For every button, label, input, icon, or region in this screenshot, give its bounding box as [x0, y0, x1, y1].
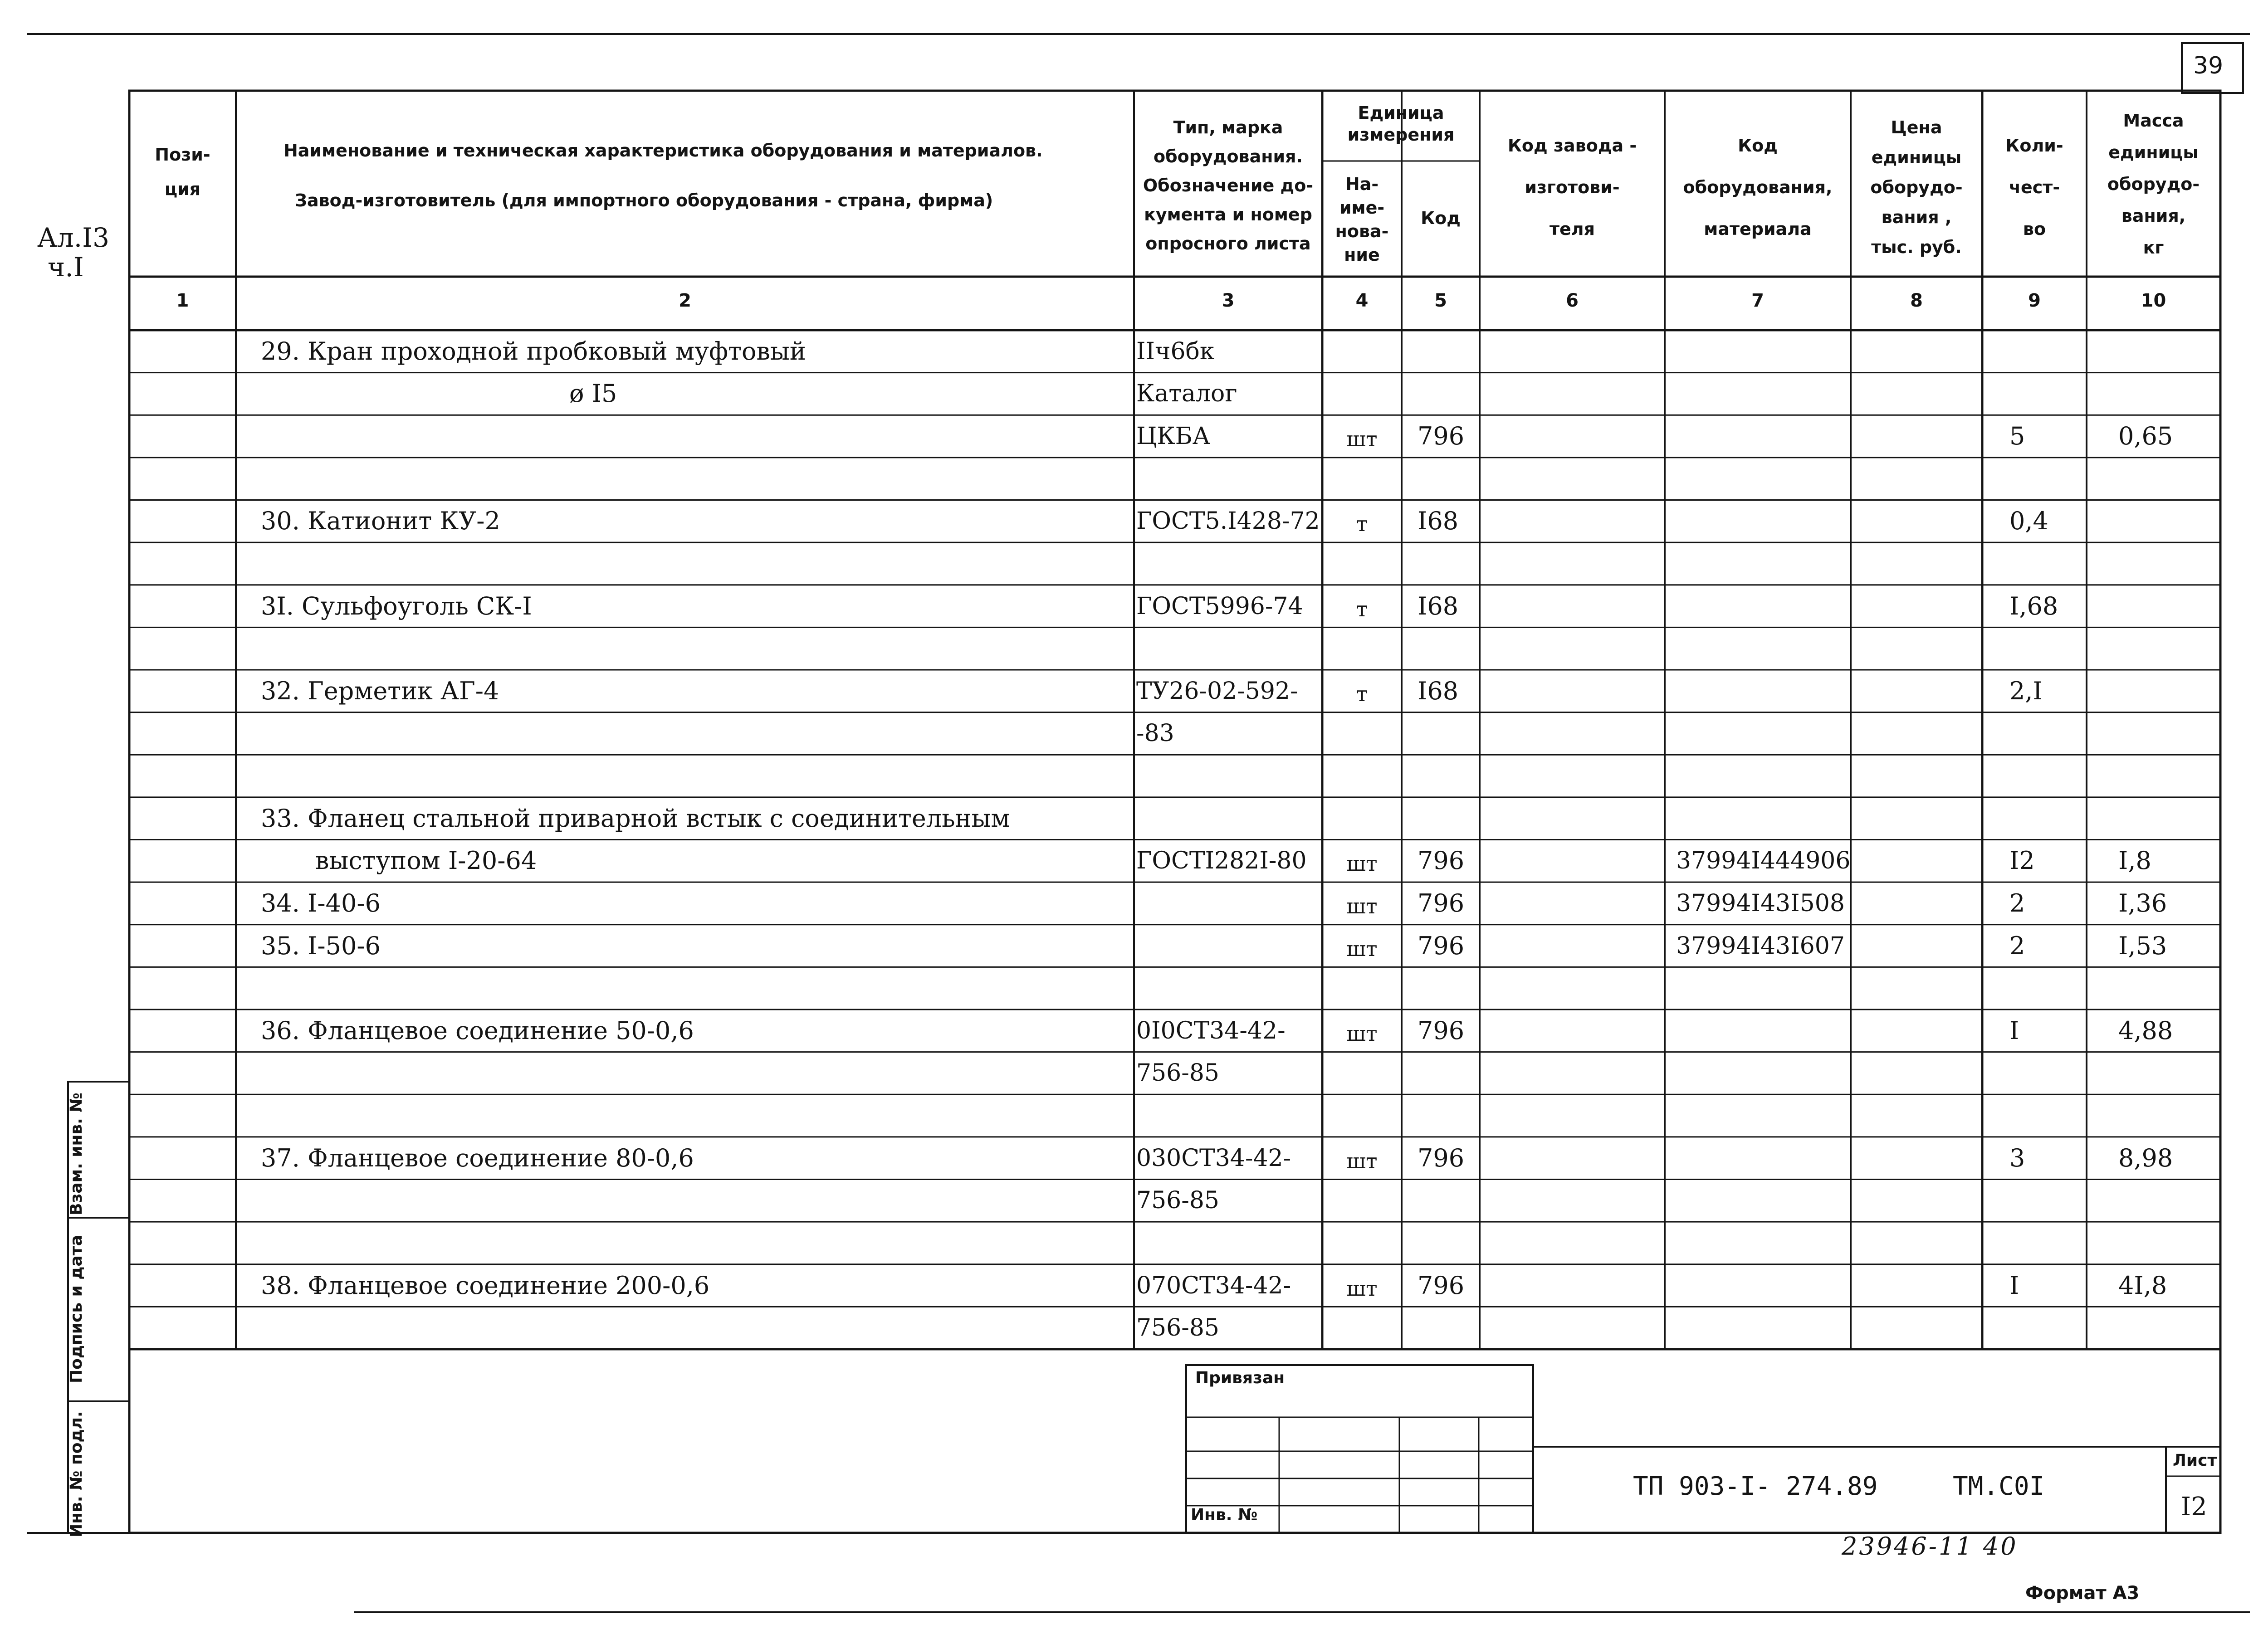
row-type: ТУ26-02-592- — [1136, 677, 1298, 705]
row-type: ГОСТ5.I428-72 — [1136, 507, 1320, 535]
row-unit: шт — [1346, 851, 1378, 876]
sheet-number: I2 — [2181, 1492, 2207, 1522]
row-code: I68 — [1418, 591, 1459, 620]
album-label-line2: ч.I — [48, 252, 84, 283]
header-text: теля — [1549, 219, 1595, 239]
row-name: 37. Фланцевое соединение 80-0,6 — [261, 1143, 694, 1172]
column-number: 4 — [1355, 290, 1369, 311]
header-text: Пози- — [155, 145, 210, 165]
header-text: нова- — [1335, 221, 1389, 241]
row-type: -83 — [1136, 720, 1174, 747]
row-type: ЦКБА — [1136, 423, 1211, 450]
column-number: 3 — [1222, 290, 1235, 311]
header-name-line2: Завод-изготовитель (для импортного оборудования - страна, фирма) — [295, 190, 993, 210]
row-quantity: 2 — [2009, 931, 2025, 960]
header-text: чест- — [2009, 177, 2060, 197]
row-type: 0I0СТ34-42- — [1136, 1017, 1286, 1044]
row-name: 36. Фланцевое соединение 50-0,6 — [261, 1016, 694, 1045]
row-mass: I,36 — [2118, 888, 2167, 917]
side-stamp-signature-date: Подпись и дата — [67, 1235, 86, 1383]
row-code: 796 — [1418, 1016, 1465, 1045]
row-mass: 0,65 — [2118, 422, 2173, 451]
row-type: IIч6бк — [1136, 337, 1215, 365]
column-number: 8 — [1910, 290, 1923, 311]
header-text: оборудо- — [2107, 174, 2200, 194]
header-text: тыс. руб. — [1871, 237, 1962, 257]
row-unit: шт — [1346, 1021, 1378, 1046]
header-name-line1: Наименование и техническая характеристика оборудования и материалов. — [284, 141, 1043, 161]
row-code: 796 — [1418, 931, 1465, 960]
header-text: единицы — [2108, 142, 2199, 162]
header-text: Цена — [1891, 117, 1942, 137]
side-stamp-replaced-inv: Взам. инв. № — [67, 1093, 86, 1215]
header-text: измерения — [1347, 125, 1455, 145]
row-name: 33. Фланец стальной приварной встык с соединительным — [261, 804, 1010, 833]
header-text: име- — [1339, 198, 1385, 218]
row-mass: 4I,8 — [2118, 1271, 2167, 1300]
row-unit: шт — [1346, 936, 1378, 961]
column-number: 6 — [1566, 290, 1579, 311]
row-name: 34. I-40-6 — [261, 888, 381, 917]
row-quantity: 0,4 — [2009, 507, 2048, 536]
row-name: 29. Кран проходной пробковый муфтовый — [261, 337, 806, 366]
row-code: I68 — [1418, 676, 1459, 705]
document-mark: ТМ.С0I — [1953, 1472, 2045, 1501]
row-code: 796 — [1418, 846, 1465, 875]
header-text: Тип, марка — [1173, 117, 1283, 137]
row-name: выступом I-20-64 — [315, 846, 537, 875]
column-number: 5 — [1434, 290, 1447, 311]
row-code: I68 — [1418, 507, 1459, 536]
row-equipment-code: 37994I444906 — [1676, 847, 1851, 875]
header-text: ние — [1344, 245, 1380, 265]
row-equipment-code: 37994I43I508 — [1676, 889, 1845, 917]
row-name: ø I5 — [569, 379, 617, 408]
row-type: 030СТ34-42- — [1136, 1144, 1291, 1172]
row-type: 756-85 — [1136, 1059, 1219, 1087]
row-unit: шт — [1346, 427, 1378, 452]
row-mass: 4,88 — [2118, 1016, 2173, 1045]
header-text: кумента и номер — [1144, 205, 1312, 224]
row-quantity: I — [2009, 1271, 2019, 1300]
title-block-attached-label: Привязан — [1195, 1369, 1285, 1387]
column-number: 10 — [2141, 290, 2166, 311]
handwritten-note: 23946-11 40 — [1842, 1532, 2018, 1561]
title-block-inv-label: Инв. № — [1191, 1506, 1258, 1524]
row-unit: шт — [1346, 893, 1378, 918]
header-text: единицы — [1871, 147, 1962, 167]
row-quantity: I2 — [2009, 846, 2035, 875]
row-type: 756-85 — [1136, 1187, 1219, 1215]
side-stamp-original-inv: Инв. № подл. — [67, 1411, 86, 1537]
row-quantity: I,68 — [2009, 591, 2058, 620]
row-name: 32. Герметик АГ-4 — [261, 676, 499, 705]
header-text: вания, — [2121, 206, 2186, 226]
row-type: ГОСТ5996-74 — [1136, 592, 1303, 620]
row-code: 796 — [1418, 1271, 1465, 1300]
row-quantity: 5 — [2009, 422, 2025, 451]
column-number: 2 — [679, 290, 691, 311]
sheet-label: Лист — [2173, 1451, 2217, 1470]
row-code: 796 — [1418, 422, 1465, 451]
header-text: Единица — [1358, 103, 1444, 123]
sheet-corner-number: 39 — [2193, 52, 2224, 79]
column-number: 9 — [2028, 290, 2041, 311]
row-unit: шт — [1346, 1148, 1378, 1173]
row-quantity: 2 — [2009, 888, 2025, 917]
header-text: материала — [1704, 219, 1812, 239]
header-unit-code: Код — [1421, 208, 1461, 228]
row-mass: 8,98 — [2118, 1143, 2173, 1172]
row-name: 35. I-50-6 — [261, 931, 381, 960]
header-text: оборудо- — [1870, 177, 1963, 197]
album-label-line1: Ал.I3 — [37, 222, 110, 253]
row-unit: т — [1356, 596, 1368, 621]
row-equipment-code: 37994I43I607 — [1676, 932, 1845, 960]
header-text: Код — [1738, 136, 1778, 156]
row-quantity: 2,I — [2009, 676, 2043, 705]
column-number: 7 — [1751, 290, 1764, 311]
row-mass: I,53 — [2118, 931, 2167, 960]
format-label: Формат А3 — [2025, 1583, 2140, 1604]
row-type: 070СТ34-42- — [1136, 1272, 1291, 1299]
header-text: изготови- — [1525, 177, 1620, 197]
row-code: 796 — [1418, 1143, 1465, 1172]
row-name: 3I. Сульфоуголь СК-I — [261, 591, 532, 620]
row-unit: т — [1356, 681, 1368, 706]
header-text: кг — [2143, 238, 2164, 258]
column-number: 1 — [176, 290, 189, 311]
header-text: Масса — [2123, 111, 2184, 131]
row-mass: I,8 — [2118, 846, 2151, 875]
row-unit: шт — [1346, 1276, 1378, 1301]
header-text: вания , — [1881, 207, 1952, 227]
row-unit: т — [1356, 512, 1368, 537]
row-type: Каталог — [1136, 380, 1237, 408]
header-text: ция — [164, 179, 201, 199]
row-code: 796 — [1418, 888, 1465, 917]
header-text: оборудования. — [1154, 146, 1303, 166]
header-text: оборудования, — [1683, 177, 1833, 197]
header-text: во — [2023, 219, 2046, 239]
header-text: Коли- — [2005, 136, 2063, 156]
row-quantity: I — [2009, 1016, 2019, 1045]
row-type: ГОСТI282I-80 — [1136, 847, 1307, 875]
header-text: Код завода - — [1507, 136, 1637, 156]
row-name: 38. Фланцевое соединение 200-0,6 — [261, 1271, 710, 1300]
header-text: На- — [1345, 174, 1379, 194]
row-name: 30. Катионит КУ-2 — [261, 507, 500, 536]
header-text: Обозначение до- — [1143, 176, 1314, 195]
document-code: ТП 903-I- 274.89 — [1633, 1472, 1878, 1501]
row-type: 756-85 — [1136, 1314, 1219, 1342]
row-quantity: 3 — [2009, 1143, 2025, 1172]
header-text: опросного листа — [1145, 234, 1311, 254]
